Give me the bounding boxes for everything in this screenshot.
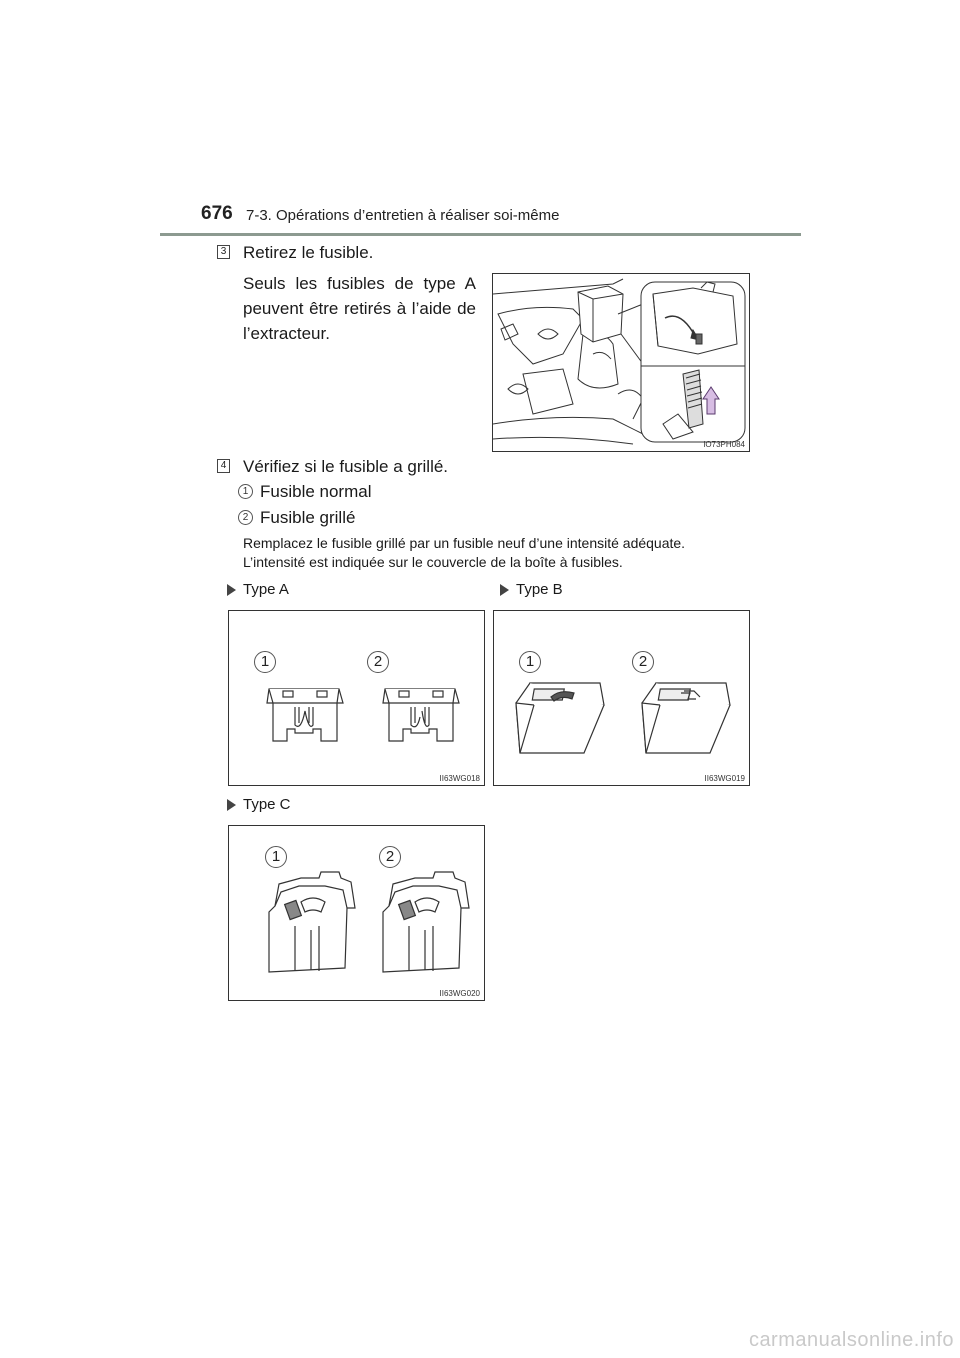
step-4-badge: 4 [217,459,230,473]
type-c-bullet-icon [227,799,236,811]
step-3-badge: 3 [217,245,230,259]
step-3-line-3: l’extracteur. [243,324,330,343]
engine-bay-figure [492,273,750,452]
section-title: 7-3. Opérations d’entretien à réaliser soi-même [246,207,560,224]
footer-watermark-link[interactable]: carmanualsonline.info [748,1329,954,1351]
engine-bay-drawing [493,274,749,451]
type-a-drawing [229,611,484,785]
type-a-label: Type A [243,581,289,598]
type-c-label: Type C [243,796,291,813]
engine-bay-figure-code: IO73PH084 [703,440,745,449]
page-number: 676 [201,203,233,224]
type-b-number-2: 2 [632,651,654,673]
type-b-bullet-icon [500,584,509,596]
step-3-line-1: Seuls les fusibles de type A [243,274,476,293]
item-2-label: Fusible grillé [260,508,356,527]
type-c-figure-code: II63WG020 [439,989,480,998]
type-a-number-2: 2 [367,651,389,673]
type-b-drawing [494,611,749,785]
step-3-line-2: peuvent être retirés à l’aide de [243,299,476,318]
header-rule [160,233,801,236]
type-c-number-2: 2 [379,846,401,868]
type-b-number-1: 1 [519,651,541,673]
note-line-2: L’intensité est indiquée sur le couvercle de la boîte à fusibles. [243,554,623,570]
item-1-number: 1 [238,484,253,499]
step-3-title: Retirez le fusible. [243,243,374,262]
type-b-figure [493,610,750,786]
item-2-number: 2 [238,510,253,525]
type-b-figure-code: II63WG019 [704,774,745,783]
type-c-figure [228,825,485,1001]
type-a-bullet-icon [227,584,236,596]
note-line-1: Remplacez le fusible grillé par un fusible neuf d’une intensité adéquate. [243,535,686,551]
type-a-number-1: 1 [254,651,276,673]
item-1-label: Fusible normal [260,482,372,501]
type-a-figure-code: II63WG018 [439,774,480,783]
step-4-title: Vérifiez si le fusible a grillé. [243,457,449,476]
type-c-number-1: 1 [265,846,287,868]
type-a-figure [228,610,485,786]
type-b-label: Type B [516,581,563,598]
